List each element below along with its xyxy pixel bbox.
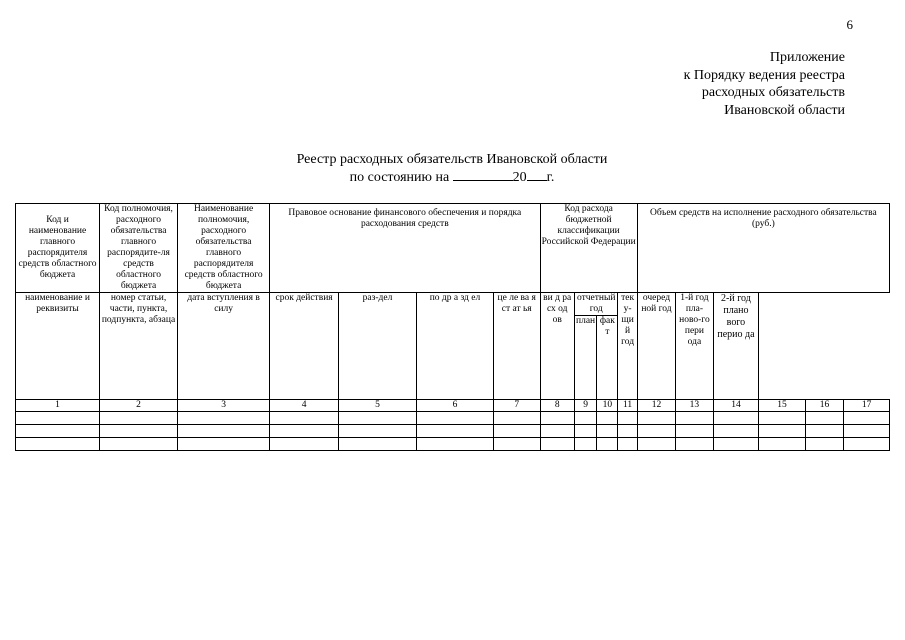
column-number: 11 — [618, 400, 637, 412]
header-fact: факт — [597, 316, 618, 400]
header-plan: план — [574, 316, 596, 400]
header-budget-code: Код расхода бюджетной классификации Российской Федерации — [540, 204, 637, 293]
appendix-line: расходных обязательств — [701, 85, 845, 100]
title-date-year: 20 — [512, 170, 527, 185]
header-planning-year-2: 2-й год плано вого перио да — [713, 293, 759, 400]
title-date-prefix: по состоянию на — [349, 170, 453, 185]
table-row — [16, 425, 890, 438]
header-legal-article: номер статьи, части, пункта, подпункта, абзаца — [100, 293, 178, 400]
year-blank — [527, 168, 547, 181]
column-number: 5 — [339, 400, 417, 412]
column-number: 14 — [713, 400, 759, 412]
column-number: 1 — [16, 400, 100, 412]
column-number: 16 — [805, 400, 843, 412]
title-date-suffix: г. — [546, 170, 555, 185]
header-col-3: Наименование полномочия, расходного обязательства главного распорядителя средств областного бюджета — [178, 204, 270, 293]
appendix-block — [580, 49, 845, 119]
column-number: 9 — [574, 400, 596, 412]
header-col-2: Код полномочия, расходного обязательства главного распорядите-ля средств областного бюджета — [100, 204, 178, 293]
appendix-line: Ивановской области — [724, 102, 845, 118]
title-date-line — [220, 168, 684, 186]
title-line: Реестр расходных обязательств Ивановской области — [296, 152, 608, 167]
header-section: раз-дел — [339, 293, 417, 400]
column-number: 7 — [493, 400, 540, 412]
column-number: 13 — [676, 400, 713, 412]
header-reporting-year: отчетный год — [574, 293, 618, 316]
column-number: 3 — [178, 400, 270, 412]
appendix-line: Приложение — [769, 50, 845, 65]
column-number: 2 — [100, 400, 178, 412]
register-table — [15, 203, 890, 451]
document-title — [220, 152, 684, 186]
table-row — [16, 438, 890, 451]
table-row — [16, 412, 890, 425]
header-legal-name: наименование и реквизиты — [16, 293, 100, 400]
header-current-year: теку-щий год — [618, 293, 637, 400]
header-legal-term: срок действия — [270, 293, 339, 400]
column-number: 12 — [637, 400, 675, 412]
header-legal-basis: Правовое основание финансового обеспечения и порядка расходования средств — [270, 204, 540, 293]
column-number: 10 — [597, 400, 618, 412]
column-number: 4 — [270, 400, 339, 412]
page-number: 6 — [846, 17, 853, 32]
column-number: 15 — [759, 400, 806, 412]
column-number: 8 — [540, 400, 574, 412]
header-expense-type: ви д ра сх од ов — [540, 293, 574, 400]
header-volume: Объем средств на исполнение расходного обязательства (руб.) — [637, 204, 889, 293]
header-planning-year-1: 1-й год пла-ново-го пери ода — [676, 293, 713, 400]
date-blank — [453, 168, 513, 181]
header-col-1: Код и наименование главного распорядителя средств областного бюджета — [16, 204, 100, 293]
header-next-year: очеред ной год — [637, 293, 675, 400]
column-number: 17 — [844, 400, 890, 412]
column-number-row — [16, 400, 890, 412]
appendix-line: к Порядку ведения реестра — [683, 67, 845, 83]
header-subsection: по др а зд ел — [416, 293, 493, 400]
column-number: 6 — [416, 400, 493, 412]
header-target-item: це ле ва я ст ат ья — [493, 293, 540, 400]
header-legal-date: дата вступления в силу — [178, 293, 270, 400]
